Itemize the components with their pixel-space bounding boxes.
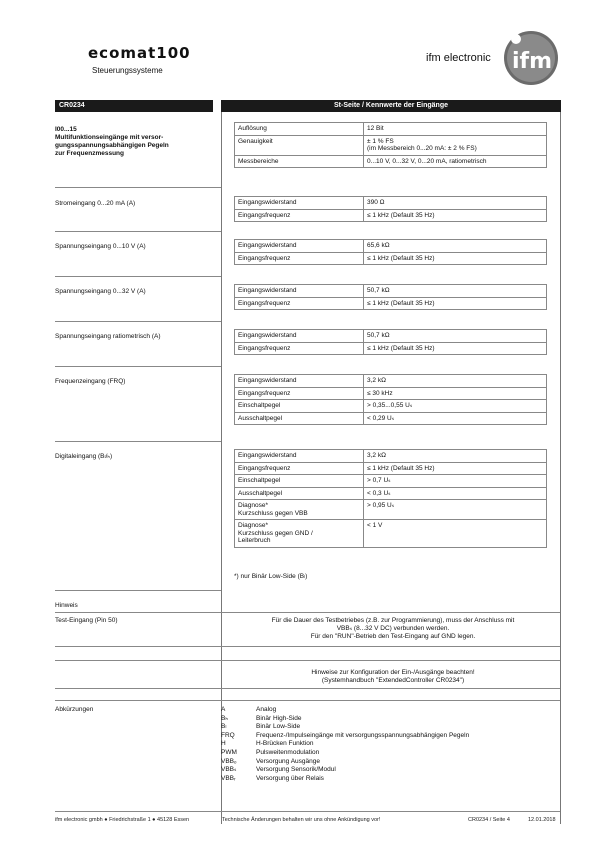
section-label <box>55 243 215 251</box>
abbreviation-item <box>221 740 469 749</box>
spec-value <box>364 387 547 400</box>
right-border <box>560 112 561 824</box>
footer-notice: Technische Änderungen behalten wir uns ohne Ankündigung vor! <box>222 817 381 823</box>
spec-value <box>364 285 547 298</box>
footnote: *) nur Binär Low-Side (Bₗ) <box>234 573 308 580</box>
abbreviation-key: PWM <box>221 748 237 756</box>
spec-key: Eingangsfrequenz <box>235 342 364 355</box>
spec-table <box>234 449 547 548</box>
spec-key: Eingangsfrequenz <box>235 252 364 265</box>
section-separator <box>55 441 221 442</box>
spec-row <box>235 487 547 500</box>
test-input-line: Für den "RUN"-Betrieb den Test-Eingang auf GND legen. <box>310 633 476 640</box>
section-label-line: Spannungseingang 0...32 V (A) <box>55 288 146 295</box>
hinweis-label: Hinweis <box>55 602 78 609</box>
spec-row <box>235 412 547 425</box>
spec-value <box>364 462 547 475</box>
separator <box>55 688 560 689</box>
spec-row <box>235 375 547 388</box>
abbreviation-key: FRQ <box>221 731 235 739</box>
spec-value-line: 12 Bit <box>367 125 384 132</box>
spec-value-line: < 0,3 Uₛ <box>367 489 391 497</box>
abbreviation-item <box>221 758 469 767</box>
section-separator <box>55 590 221 591</box>
spec-value <box>364 400 547 413</box>
abbreviation-key: A <box>221 706 226 713</box>
spec-key: Einschaltpegel <box>235 475 364 488</box>
spec-value-line: ± 1 % FS <box>367 137 394 145</box>
abbreviation-item <box>221 766 469 775</box>
footer-date: 12.01.2018 <box>528 817 556 823</box>
footer-page: CR0234 / Seite 4 <box>468 817 510 823</box>
spec-key: Eingangsfrequenz <box>235 297 364 310</box>
spec-value-line: > 0,35...0,55 Uₛ <box>367 402 413 409</box>
spec-value <box>364 500 547 520</box>
section-separator <box>55 321 221 322</box>
spec-row <box>235 240 547 253</box>
abbreviations-list <box>221 706 469 783</box>
section-label-line: Multifunktionseingänge mit versor- <box>55 134 164 141</box>
test-input-label: Test-Eingang (Pin 50) <box>55 617 118 624</box>
section-label <box>55 288 215 296</box>
ecomat-logo: ecomat100 <box>88 44 191 62</box>
spec-value-line: ≤ 1 kHz (Default 35 Hz) <box>367 299 435 307</box>
spec-key: Eingangswiderstand <box>235 197 364 210</box>
spec-value <box>364 330 547 343</box>
brand-subtitle: Steuerungssysteme <box>92 66 163 75</box>
document-id-bar: CR0234 <box>55 100 213 112</box>
abbreviation-value: Pulsweitenmodulation <box>256 748 320 756</box>
separator <box>55 700 560 701</box>
spec-value-line: < 1 V <box>367 522 383 529</box>
section-label <box>55 333 215 341</box>
spec-row <box>235 297 547 310</box>
abbreviation-item <box>221 715 469 724</box>
spec-row <box>235 285 547 298</box>
spec-row <box>235 330 547 343</box>
section-label-line: Digitaleingang (Bₗ/ₕ) <box>55 453 113 460</box>
abbreviation-value: Versorgung Sensorik/Modul <box>256 766 336 774</box>
spec-value <box>364 155 547 168</box>
section-label-line: zur Frequenzmessung <box>55 150 124 157</box>
spec-row <box>235 500 547 520</box>
spec-value-line: 65,6 kΩ <box>367 242 390 249</box>
abbreviation-value: Frequenz-/Impulseingänge mit versorgungsspannungsabhängigen Pegeln <box>256 731 470 739</box>
section-separator <box>55 231 221 232</box>
footer-address: ifm electronic gmbh ● Friedrichstraße 1 ● 45128 Essen <box>55 817 190 823</box>
spec-value-line: 3,2 kΩ <box>367 377 386 384</box>
spec-row <box>235 155 547 168</box>
spec-table <box>234 122 547 168</box>
abbreviation-key: VBBₒ <box>221 757 237 765</box>
spec-value <box>364 240 547 253</box>
spec-value <box>364 342 547 355</box>
spec-value <box>364 475 547 488</box>
spec-value-line: 390 Ω <box>367 199 385 206</box>
section-label <box>55 126 215 158</box>
spec-value-line: 3,2 kΩ <box>367 452 386 459</box>
spec-key: Eingangswiderstand <box>235 375 364 388</box>
company-name: ifm electronic <box>426 52 491 64</box>
spec-value-line: > 0,7 Uₛ <box>367 477 391 484</box>
section-label-line: Spannungseingang 0...10 V (A) <box>55 243 146 250</box>
section-label-line: Spannungseingang ratiometrisch (A) <box>55 333 161 340</box>
abbreviation-item <box>221 706 469 715</box>
separator <box>55 612 560 613</box>
spec-value <box>364 252 547 265</box>
section-separator <box>55 187 221 188</box>
spec-value-line: > 0,95 Uₛ <box>367 502 395 509</box>
section-separator <box>55 276 221 277</box>
spec-value-line: (im Messbereich 0...20 mA: ± 2 % FS) <box>367 145 477 152</box>
spec-row <box>235 252 547 265</box>
spec-table <box>234 329 547 355</box>
spec-key: Eingangswiderstand <box>235 285 364 298</box>
spec-key: Eingangswiderstand <box>235 330 364 343</box>
spec-key: Ausschaltpegel <box>235 412 364 425</box>
separator <box>55 646 560 647</box>
test-input-line: Für die Dauer des Testbetriebes (z.B. zur Programmierung), muss der Anschluss mit <box>271 617 515 624</box>
abbreviation-value: Binär Low-Side <box>256 723 301 731</box>
spec-key: Eingangswiderstand <box>235 450 364 463</box>
ifm-logo-icon <box>503 30 559 86</box>
spec-row <box>235 400 547 413</box>
section-label-line: Stromeingang 0...20 mA (A) <box>55 200 136 207</box>
spec-value-line: < 0,29 Uₛ <box>367 414 395 422</box>
section-separator <box>55 366 221 367</box>
spec-key: Diagnose* Kurzschluss gegen VBB <box>235 500 364 520</box>
abbreviation-item <box>221 732 469 741</box>
spec-row <box>235 197 547 210</box>
spec-value-line: ≤ 30 kHz <box>367 389 393 397</box>
separator <box>55 660 560 661</box>
test-input-line: VBBₛ (8...32 V DC) verbunden werden. <box>336 625 450 632</box>
spec-key: Eingangsfrequenz <box>235 209 364 222</box>
spec-table <box>234 374 547 425</box>
spec-value-line: ≤ 1 kHz (Default 35 Hz) <box>367 211 435 219</box>
spec-row <box>235 209 547 222</box>
abbreviation-item <box>221 775 469 784</box>
spec-value <box>364 375 547 388</box>
section-label-line: gungsspannungsabhängigen Pegeln <box>55 142 169 149</box>
abbreviation-key: Bₗ <box>221 723 227 731</box>
spec-row <box>235 450 547 463</box>
section-label <box>55 453 215 461</box>
abbreviation-key: VBBₛ <box>221 766 237 774</box>
spec-value <box>364 209 547 222</box>
config-hint-line: (Systemhandbuch "ExtendedController CR0234") <box>321 677 465 684</box>
spec-value-line: 0...10 V, 0...32 V, 0...20 mA, ratiometrisch <box>367 157 487 165</box>
spec-table <box>234 196 547 222</box>
abbreviation-value: Versorgung Ausgänge <box>256 757 320 765</box>
spec-value-line: ≤ 1 kHz (Default 35 Hz) <box>367 344 435 352</box>
section-label-line: I00...15 <box>55 126 77 133</box>
spec-value <box>364 135 547 155</box>
spec-value <box>364 297 547 310</box>
spec-row <box>235 520 547 548</box>
abbreviation-key: VBBᵣ <box>221 774 236 782</box>
spec-row <box>235 387 547 400</box>
spec-value <box>364 197 547 210</box>
abbreviation-item <box>221 749 469 758</box>
spec-value <box>364 450 547 463</box>
spec-key: Einschaltpegel <box>235 400 364 413</box>
spec-value-line: 50,7 kΩ <box>367 287 390 294</box>
spec-key: Messbereiche <box>235 155 364 168</box>
spec-row <box>235 475 547 488</box>
footer-separator <box>55 811 560 812</box>
abbreviation-key: H <box>221 740 226 748</box>
test-input-text <box>230 617 556 641</box>
section-label-line: Frequenzeingang (FRQ) <box>55 378 126 385</box>
spec-value-line: ≤ 1 kHz (Default 35 Hz) <box>367 254 435 262</box>
spec-value <box>364 487 547 500</box>
abbreviation-item <box>221 723 469 732</box>
abbreviation-key: Bₕ <box>221 714 228 722</box>
abbreviations-label: Abkürzungen <box>55 706 94 713</box>
spec-key: Ausschaltpegel <box>235 487 364 500</box>
ifm-logo-text: ifm <box>511 49 553 74</box>
abbreviation-value: H-Brücken Funktion <box>256 740 314 748</box>
spec-value <box>364 123 547 136</box>
spec-key: Genauigkeit <box>235 135 364 155</box>
section-label <box>55 200 215 208</box>
spec-key: Eingangswiderstand <box>235 240 364 253</box>
spec-value <box>364 520 547 548</box>
spec-key: Eingangsfrequenz <box>235 462 364 475</box>
spec-row <box>235 135 547 155</box>
spec-row <box>235 462 547 475</box>
abbreviation-value: Binär High-Side <box>256 714 302 722</box>
spec-table <box>234 284 547 310</box>
spec-value-line: ≤ 1 kHz (Default 35 Hz) <box>367 464 435 472</box>
config-hint <box>230 669 556 685</box>
page-title-bar: St-Seite / Kennwerte der Eingänge <box>221 100 561 112</box>
spec-key: Auflösung <box>235 123 364 136</box>
spec-key: Diagnose* Kurzschluss gegen GND / Leiterbruch <box>235 520 364 548</box>
abbreviation-value: Versorgung über Relais <box>256 774 324 782</box>
spec-row <box>235 123 547 136</box>
spec-value-line: 50,7 kΩ <box>367 332 390 339</box>
section-label <box>55 378 215 386</box>
spec-value <box>364 412 547 425</box>
config-hint-line: Hinweise zur Konfiguration der Ein-/Ausgänge beachten! <box>311 669 475 676</box>
spec-row <box>235 342 547 355</box>
spec-key: Eingangsfrequenz <box>235 387 364 400</box>
spec-table <box>234 239 547 265</box>
abbreviation-value: Analog <box>256 706 277 713</box>
